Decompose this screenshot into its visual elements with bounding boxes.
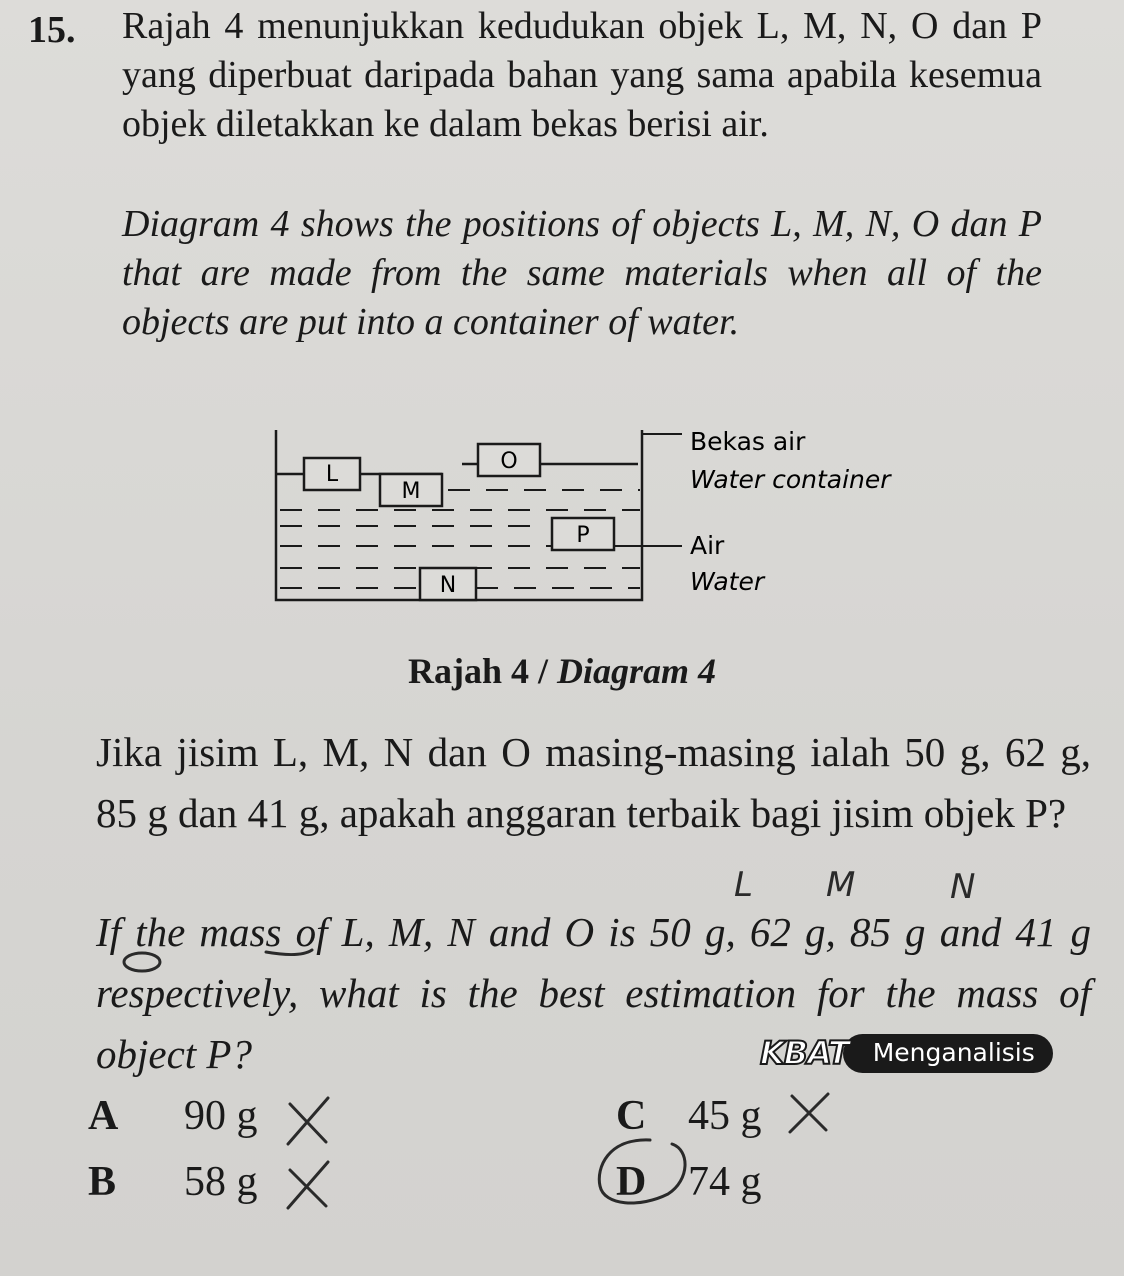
option-c-letter: C (616, 1093, 647, 1139)
cross-option-a (288, 1098, 328, 1144)
question-text-malay: Rajah 4 menunjukkan kedudukan objek L, M, N, O dan P yang diperbuat daripada bahan yang sama apabila kesemua objek diletakkan ke dalam bekas berisi air. (122, 5, 1042, 145)
option-b-letter: B (88, 1159, 117, 1205)
question2-text-malay: Jika jisim L, M, N dan O masing-masing ialah 50 g, 62 g, 85 g dan 41 g, apakah anggaran terbaik bagi jisim objek P? (96, 729, 1091, 836)
option-c-value: 45 g (688, 1093, 762, 1139)
caption-english: Diagram 4 (557, 651, 717, 691)
label-container-english: Water container (690, 465, 891, 494)
kbat-level: Menganalisis (843, 1034, 1053, 1073)
object-m-label: M (401, 479, 421, 504)
kbat-badge (760, 1032, 1053, 1074)
diagram-caption (0, 650, 1124, 692)
handwritten-m: M (826, 865, 856, 905)
caption-malay: Rajah 4 / (407, 651, 548, 691)
object-p-label: P (576, 523, 590, 548)
object-l-label: L (325, 462, 339, 487)
option-b-value: 58 g (184, 1159, 258, 1205)
question-text-english: Diagram 4 shows the positions of objects L, M, N, O dan P that are made from the same materials when all of the objects are put into a container of water. (122, 203, 1042, 343)
option-d-letter: D (616, 1159, 647, 1205)
label-container-malay: Bekas air (690, 427, 806, 456)
label-water-malay: Air (690, 531, 725, 560)
question-number: 15. (28, 9, 76, 51)
handwritten-l: L (734, 865, 753, 905)
object-p (552, 518, 614, 550)
object-m (380, 474, 442, 506)
object-l (304, 458, 360, 490)
question2-text-english: If the mass of L, M, N and O is 50 g, 62 g, 85 g and 41 g respectively, what is the best estimation for the mass of object P? (96, 909, 1091, 1077)
option-a-value: 90 g (184, 1093, 258, 1139)
label-water-english: Water (690, 567, 765, 596)
object-n-label: N (439, 573, 457, 598)
option-d-value: 74 g (688, 1159, 762, 1205)
option-a-letter: A (88, 1093, 119, 1139)
water-container-diagram (262, 418, 922, 618)
kbat-logo: KBAT (760, 1034, 849, 1072)
object-n (420, 568, 476, 600)
handwritten-n: N (950, 867, 976, 907)
object-o (478, 444, 540, 476)
cross-option-b (288, 1162, 328, 1208)
object-o-label: O (500, 449, 518, 474)
cross-option-c (790, 1094, 828, 1132)
